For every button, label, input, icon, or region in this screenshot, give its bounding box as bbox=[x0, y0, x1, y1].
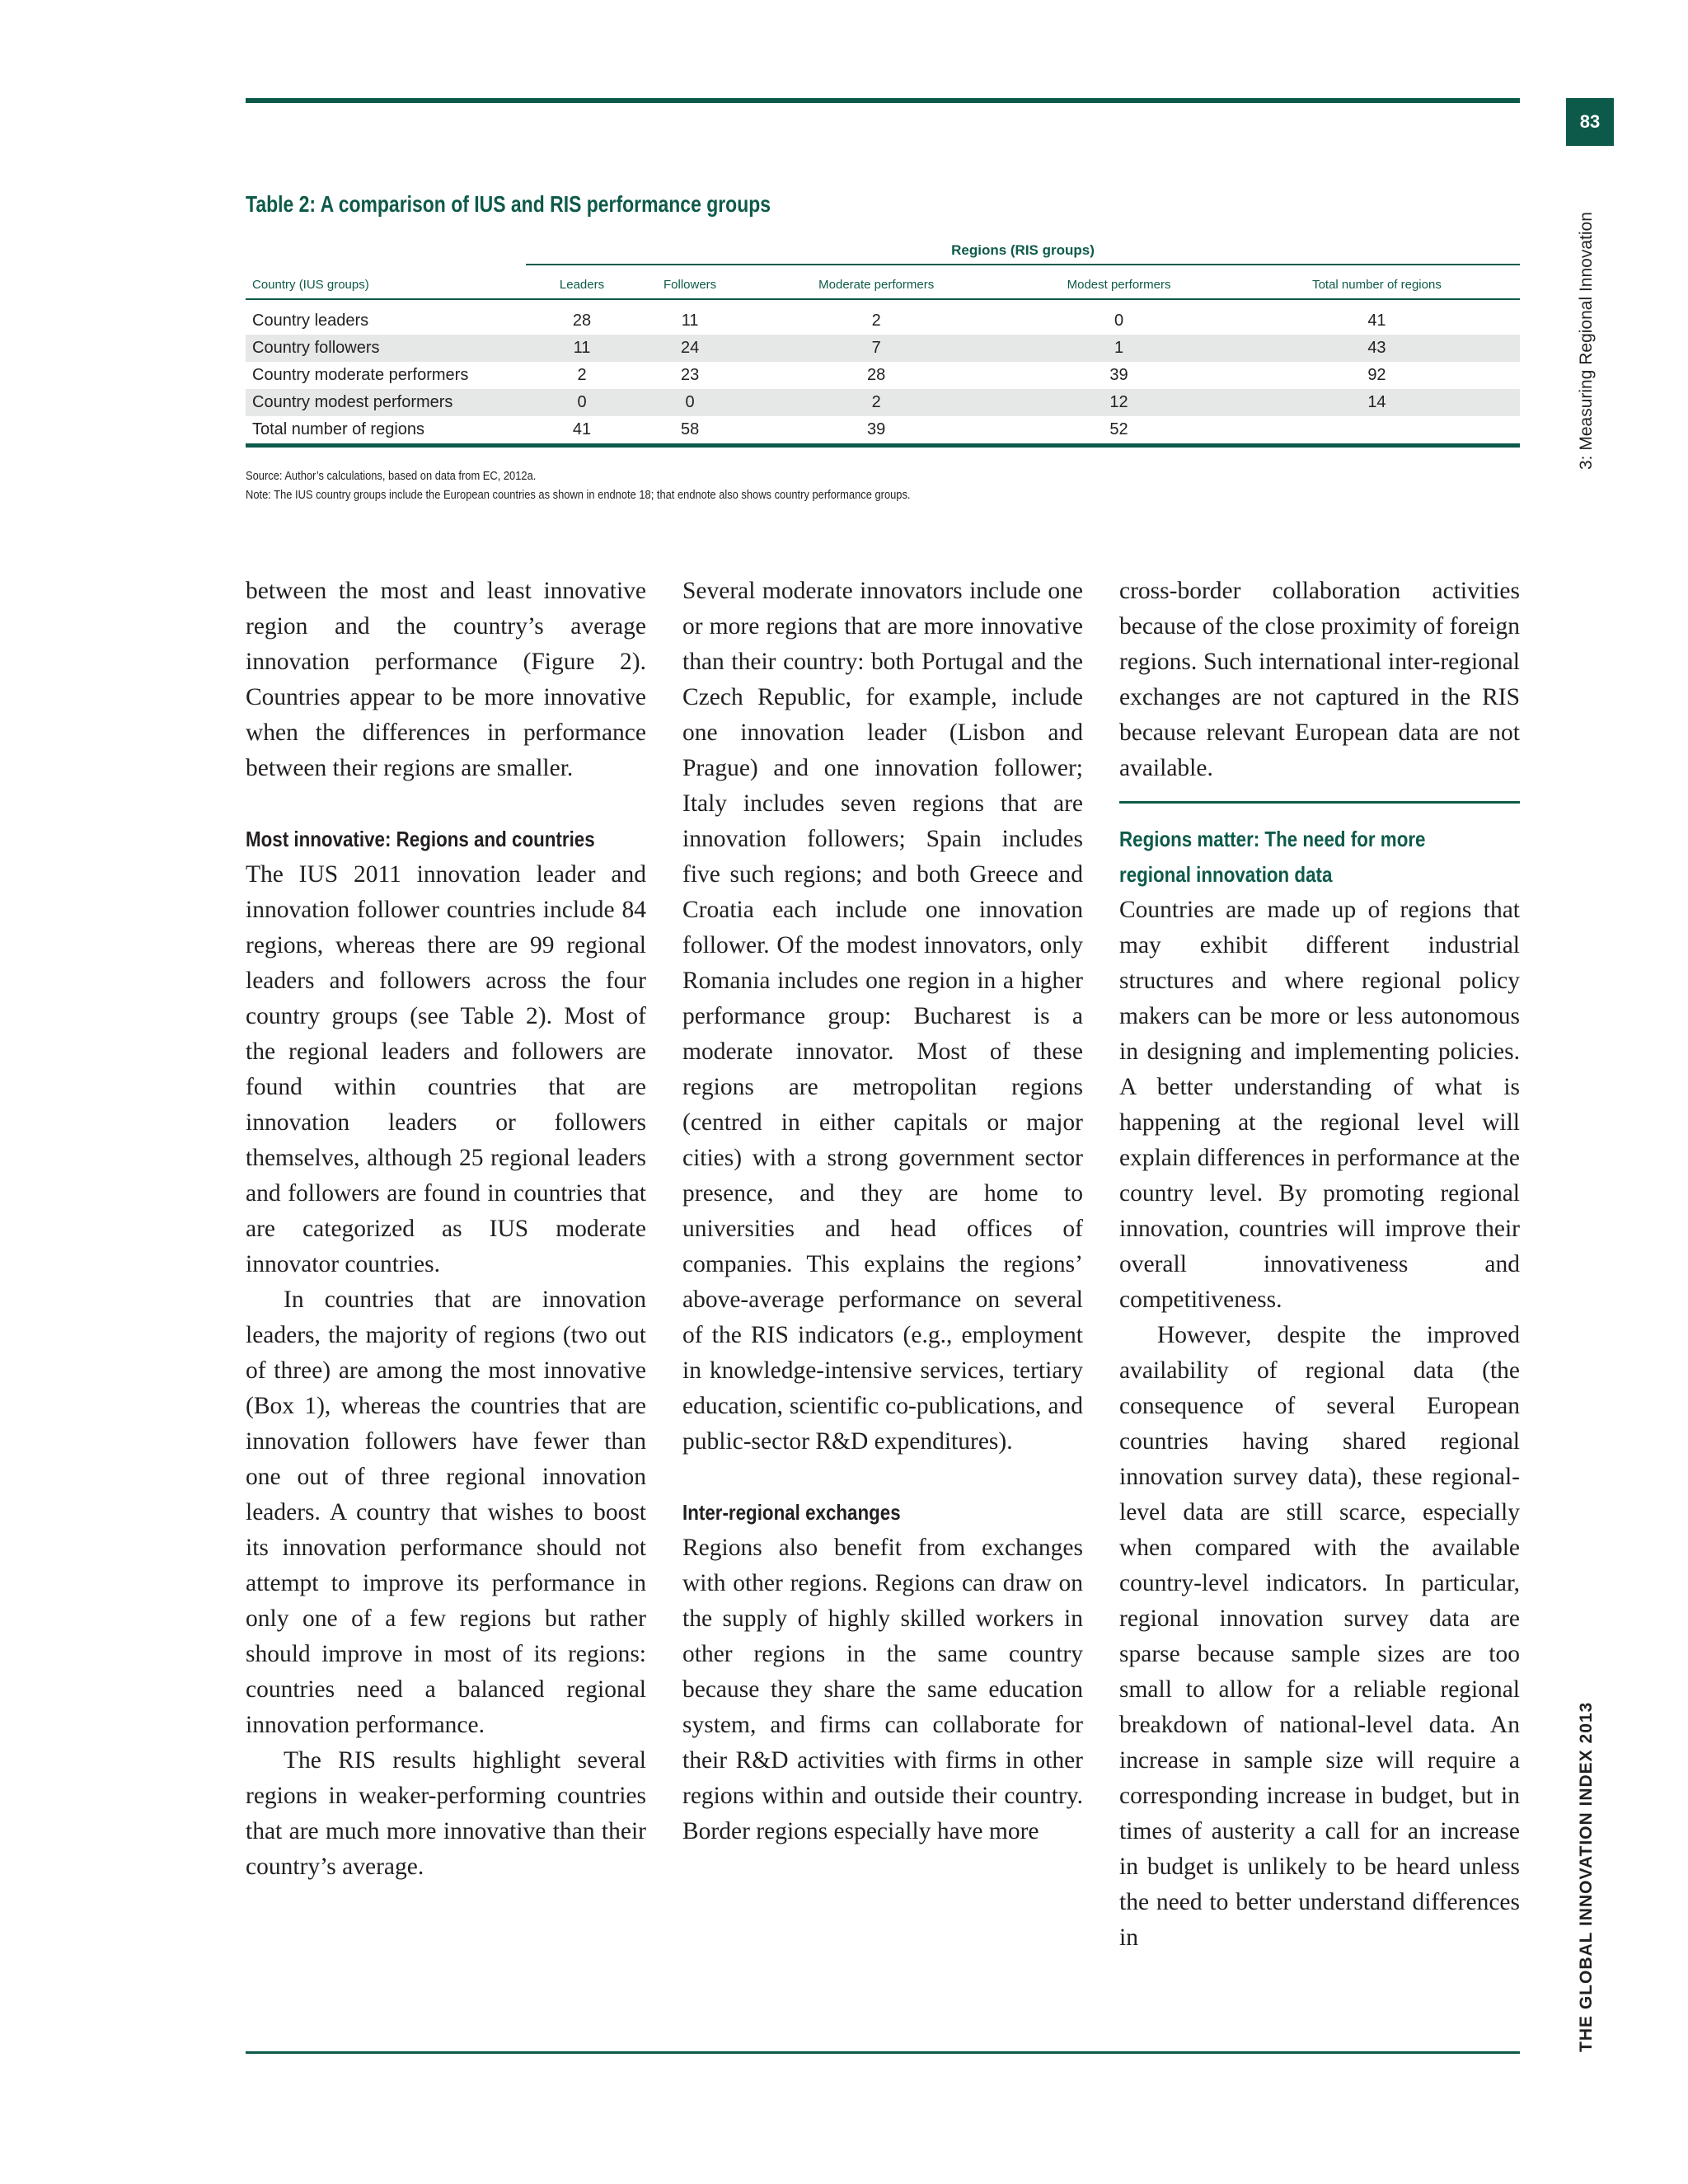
paragraph: However, despite the improved availability of regional data (the consequence of several European countries having shared regional innovation survey data), these regional-level data are still scarce, especially when compared with the available country-level indicators. In particular, regional innovation survey data are sparse because sample sizes are too small to allow for a reliable regional breakdown of national-level data. An increase in sample size will require a corresponding increase in budget, but in times of austerity a call for an increase in budget is unlikely to be heard unless the need to better understand differences in bbox=[1119, 1322, 1520, 1951]
paragraph: cross-border collaboration activities because of the close proximity of foreign regions. Such international inter-regional exchanges are not captured in the RIS because relevant European data are not available. bbox=[1119, 578, 1520, 781]
table-cell: Country followers bbox=[246, 335, 532, 362]
table-cell: 0 bbox=[1114, 312, 1124, 330]
table-row bbox=[246, 362, 1520, 389]
section-heading: Most innovative: Regions and countries bbox=[246, 827, 595, 851]
paragraph: between the most and least innovative region and the country’s average innovation performance (Figure 2). Countries appear to be more innovative when the differences in performance between their regions are smaller. bbox=[246, 578, 646, 781]
table-cell: Total number of regions bbox=[246, 416, 532, 446]
table-cell: 23 bbox=[680, 366, 700, 384]
table-header-row bbox=[246, 270, 1520, 299]
table-cell: 2 bbox=[577, 366, 587, 384]
paragraph: Countries are made up of regions that may exhibit different industrial structures and where regional policy makers can be more or less autonomous in designing and implementing policies. A better understanding of what is happening at the regional level will explain differences in performance at the country level. By promoting regional innovation, countries will improve their overall innovativeness and competitiveness. bbox=[1119, 897, 1520, 1313]
table-cell bbox=[1234, 416, 1520, 446]
table-cell: 14 bbox=[1234, 389, 1520, 416]
section-heading: Regions matter: The need for more bbox=[1119, 827, 1426, 851]
table-header-cell: Total number of regions bbox=[1234, 270, 1520, 299]
table-group-rule bbox=[526, 264, 1520, 265]
table-title: Table 2: A comparison of IUS and RIS performance groups bbox=[246, 191, 771, 217]
table-row-total bbox=[246, 416, 1520, 446]
table-row bbox=[246, 389, 1520, 416]
table-cell: Country moderate performers bbox=[252, 366, 469, 384]
table-cell: 58 bbox=[631, 416, 748, 446]
paragraph: The RIS results highlight several regions in weaker-performing countries that are much more innovative than their country’s average. bbox=[246, 1747, 646, 1880]
table-header-cell: Followers bbox=[631, 270, 748, 299]
table-header-cell: Modest performers bbox=[1004, 270, 1234, 299]
table-row bbox=[246, 307, 1520, 335]
table-cell: 41 bbox=[1367, 312, 1386, 330]
paragraph: Several moderate innovators include one or more regions that are more innovative than their country: both Portugal and the Czech Republic, for example, include one innovation leader (Lisbon and Prague) and one innovation follower; Italy includes seven regions that are innovation followers; Spain includes five such regions; and both Greece and Croatia each include one innovation follower. Of the modest innovators, only Romania includes one region in a higher performance group: Bucharest is a moderate innovator. Most of these regions are metropolitan regions (centred in either capitals or major cities) with a strong government sector presence, and they are home to universities and head offices of companies. This explains the regions’ above-average performance on several of the RIS indicators (e.g., employment in knowledge-intensive services, tertiary education, scientific co-publications, and public-sector R&D expenditures). bbox=[682, 578, 1083, 1455]
table-row bbox=[246, 335, 1520, 362]
table-header-cell: Country (IUS groups) bbox=[246, 270, 532, 299]
table-cell: 12 bbox=[1004, 389, 1234, 416]
table-cell: 11 bbox=[532, 335, 631, 362]
body-column-3 bbox=[1119, 574, 1520, 1956]
table-cell: 41 bbox=[532, 416, 631, 446]
table-cell: 1 bbox=[1004, 335, 1234, 362]
table-group-header: Regions (RIS groups) bbox=[951, 242, 1095, 258]
table-header-cell: Moderate performers bbox=[748, 270, 1004, 299]
table-note: Note: The IUS country groups include the European countries as shown in endnote 18; that endnote also shows country performance groups. bbox=[246, 488, 911, 502]
table-cell: 24 bbox=[631, 335, 748, 362]
table-cell: 2 bbox=[748, 389, 1004, 416]
section-heading: Inter-regional exchanges bbox=[682, 1500, 901, 1525]
table-cell: 43 bbox=[1234, 335, 1520, 362]
bottom-rule bbox=[246, 2051, 1520, 2054]
report-running-head: THE GLOBAL INNOVATION INDEX 2013 bbox=[1577, 1701, 1596, 2052]
top-rule bbox=[246, 98, 1520, 103]
table-cell: Country modest performers bbox=[246, 389, 532, 416]
performance-groups-table bbox=[246, 270, 1520, 448]
table-cell: 92 bbox=[1367, 366, 1386, 384]
table-cell: 11 bbox=[681, 312, 699, 330]
table-cell: 52 bbox=[1004, 416, 1234, 446]
table-cell: Country leaders bbox=[252, 312, 369, 330]
paragraph: The IUS 2011 innovation leader and innovation follower countries include 84 regions, whereas there are 99 regional leaders and followers across the four country groups (see Table 2). Most of the regional leaders and followers are found within countries that are innovation leaders or followers themselves, although 25 regional leaders and followers are found in countries that are categorized as IUS moderate innovator countries. bbox=[246, 861, 646, 1277]
table-cell: 2 bbox=[871, 312, 881, 330]
table-cell: 39 bbox=[1109, 366, 1128, 384]
table-cell: 39 bbox=[748, 416, 1004, 446]
paragraph: In countries that are innovation leaders, the majority of regions (two out of three) are among the most innovative (Box 1), whereas the countries that are innovation followers have fewer than one out of three regional innovation leaders. A country that wishes to boost its innovation performance should not attempt to improve its performance in only one of a few regions but rather should improve in most of its regions: countries need a balanced regional innovation performance. bbox=[246, 1286, 646, 1738]
table-header-cell: Leaders bbox=[532, 270, 631, 299]
table-cell: 28 bbox=[572, 312, 592, 330]
section-heading: regional innovation data bbox=[1119, 862, 1333, 887]
table-notes bbox=[246, 466, 1019, 504]
chapter-running-head: 3: Measuring Regional Innovation bbox=[1577, 212, 1596, 470]
table-cell: 28 bbox=[867, 366, 886, 384]
table-cell: 7 bbox=[748, 335, 1004, 362]
body-column-1 bbox=[246, 574, 646, 1885]
table-cell: 0 bbox=[631, 389, 748, 416]
section-divider bbox=[1119, 801, 1520, 804]
page-number-badge: 83 bbox=[1566, 98, 1614, 146]
table-source: Source: Author’s calculations, based on data from EC, 2012a. bbox=[246, 469, 537, 483]
table-cell: 0 bbox=[532, 389, 631, 416]
body-column-2 bbox=[682, 574, 1083, 1849]
paragraph: Regions also benefit from exchanges with other regions. Regions can draw on the supply of highly skilled workers in other regions in the same country because they share the same education system, and firms can collaborate for their R&D activities with firms in other regions within and outside their country. Border regions especially have more bbox=[682, 1535, 1083, 1844]
